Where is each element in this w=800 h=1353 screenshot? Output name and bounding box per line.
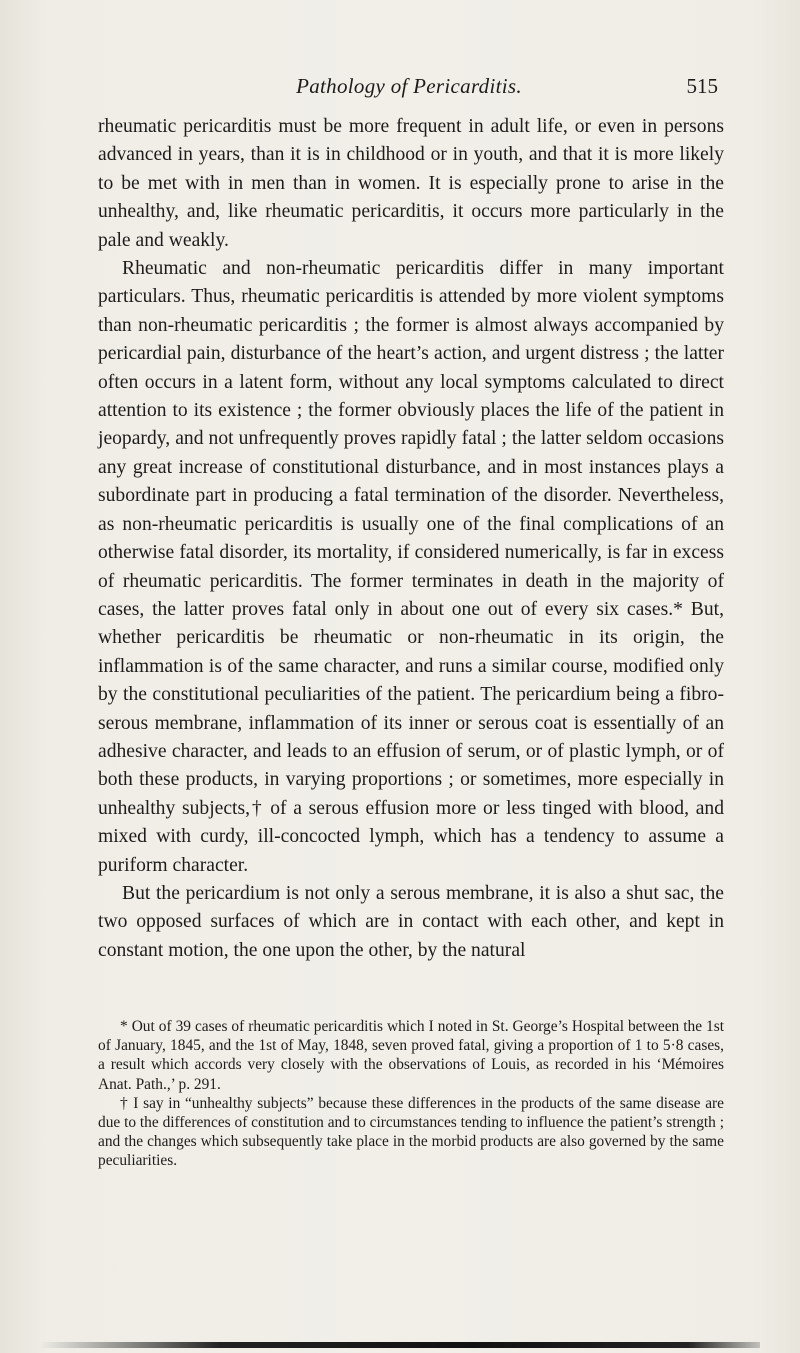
running-title: Pathology of Pericarditis. [296,74,522,98]
body-text [98,113,724,965]
page-header [100,74,718,104]
footnote-asterisk: * Out of 39 cases of rheumatic pericarditis which I noted in St. George’s Hospital between the 1st of January, 1845, and the 1st of May, 1848, seven proved fatal, giving a proportion of 1 to 5·8 cases, a result which accords very closely with the observations of Louis, as recorded in his ‘Mémoires Anat. Path.,’ p. 291. [98,1018,724,1093]
paragraph-serous-membrane: But the pericardium is not only a serous membrane, it is also a shut sac, the two opposed surfaces of which are in contact with each other, and kept in constant motion, the one upon the other, by the natural [98,882,724,961]
footnotes [98,1017,724,1171]
footnote-dagger: † I say in “unhealthy subjects” because these differences in the products of the same disease are due to the differences of constitution and to circumstances tending to influence the patient’s strength ; and the changes which subsequently take place in the morbid products are also governed by the same peculiarities. [98,1094,724,1170]
page-bottom-edge [40,1342,760,1348]
paragraph-differences: Rheumatic and non-rheumatic pericarditis differ in many important particulars. Thus, rheumatic pericarditis is attended by more violent symptoms than non-rheumatic pericarditis ; the former is almost always accompanied by pericardial pain, disturbance of the heart’s action, and urgent distress ; the latter often occurs in a latent form, without any local symptoms calculated to direct attention to its existence ; the former obviously places the life of the patient in jeopardy, and not unfrequently proves rapidly fatal ; the latter seldom occasions any great increase of constitutional disturbance, and in most instances plays a subordinate part in producing a fatal termination of the disorder. Nevertheless, as non-rheumatic pericarditis is usually one of the final complications of an otherwise fatal disorder, its mortality, if considered numerically, is far in excess of rheumatic pericarditis. The former terminates in death in the majority of cases, the latter proves fatal only in about one out of every six cases.* But, whether pericarditis be rheumatic or non-rheumatic in its origin, the inflammation is of the same character, and runs a similar course, modified only by the constitutional peculiarities of the patient. The pericardium being a fibro-serous membrane, inflammation of its inner or serous coat is essentially of an adhesive character, and leads to an effusion of serum, or of plastic lymph, or of both these products, in varying proportions ; or sometimes, more especially in unhealthy subjects,† of a serous effusion more or less tinged with blood, and mixed with curdy, ill-concocted lymph, which has a tendency to assume a puriform character. [98,258,724,876]
page-number: 515 [686,74,718,98]
paragraph-continued: rheumatic pericarditis must be more frequent in adult life, or even in persons advanced in years, than it is in childhood or in youth, and that it is more likely to be met with in men than in women. It is especially prone to arise in the unhealthy, and, like rheumatic pericarditis, it occurs more particularly in the pale and weakly. [98,116,724,251]
